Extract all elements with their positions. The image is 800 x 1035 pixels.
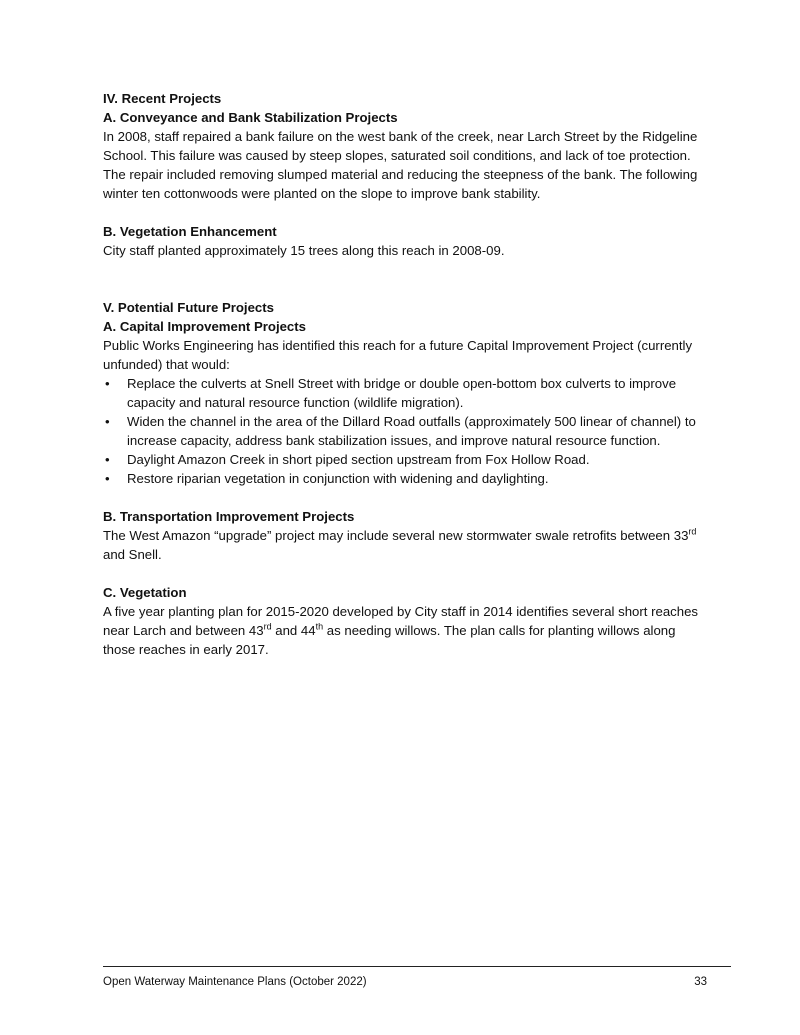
- list-item: • Replace the culverts at Snell Street with bridge or double open-bottom box culverts to improve capacity and natural resource function (wildlife migration).: [103, 374, 707, 412]
- section-5a-intro: Public Works Engineering has identified this reach for a future Capital Improvement Project (currently unfunded) that would:: [103, 338, 693, 372]
- page-number: 33: [694, 976, 707, 988]
- section-5b-body: [103, 526, 707, 564]
- footer-title: Open Waterway Maintenance Plans (October 2022): [103, 976, 367, 988]
- section-5c-text-2: and 44: [271, 623, 316, 638]
- list-item: • Widen the channel in the area of the Dillard Road outfalls (approximately 500 linear of channel) to increase capacity, address bank stabilization issues, and improve natural resource function.: [103, 412, 707, 450]
- superscript: rd: [688, 526, 697, 537]
- footer-divider: [103, 966, 731, 967]
- capital-projects-list: [103, 374, 707, 488]
- section-5a-heading: A. Capital Improvement Projects: [103, 319, 306, 334]
- superscript: th: [315, 621, 324, 632]
- section-5b-heading: B. Transportation Improvement Projects: [103, 509, 355, 524]
- section-5-title: V. Potential Future Projects: [103, 300, 274, 315]
- list-item: • Daylight Amazon Creek in short piped section upstream from Fox Hollow Road.: [103, 450, 707, 469]
- section-4a-heading: A. Conveyance and Bank Stabilization Projects: [103, 110, 398, 125]
- section-5b-text-2: and Snell.: [103, 547, 162, 562]
- section-5c-text-1: A five year planting plan for 2015-2020 developed by City staff in 2014 identifies several short reaches near Larch and between 43: [103, 604, 699, 638]
- page-content: [103, 89, 707, 659]
- page-footer: [103, 974, 707, 990]
- section-5c-body: [103, 602, 707, 659]
- superscript: rd: [263, 621, 272, 632]
- section-4b-heading: B. Vegetation Enhancement: [103, 224, 277, 239]
- section-5c-text-3: as needing willows. The plan calls for planting willows along those reaches in early 2017.: [103, 623, 676, 657]
- section-4a-body: In 2008, staff repaired a bank failure on the west bank of the creek, near Larch Street by the Ridgeline School. This failure was caused by steep slopes, saturated soil conditions, and lack of toe protection. The repair included removing slumped material and reducing the steepness of the bank. The following winter ten cottonwoods were planted on the slope to improve bank stability.: [103, 129, 698, 201]
- section-4-title: IV. Recent Projects: [103, 91, 222, 106]
- section-5b-text-1: The West Amazon “upgrade” project may include several new stormwater swale retrofits between 33: [103, 528, 689, 543]
- section-5c-heading: C. Vegetation: [103, 585, 187, 600]
- list-item: • Restore riparian vegetation in conjunction with widening and daylighting.: [103, 469, 707, 488]
- section-4b-body: City staff planted approximately 15 trees along this reach in 2008-09.: [103, 243, 505, 258]
